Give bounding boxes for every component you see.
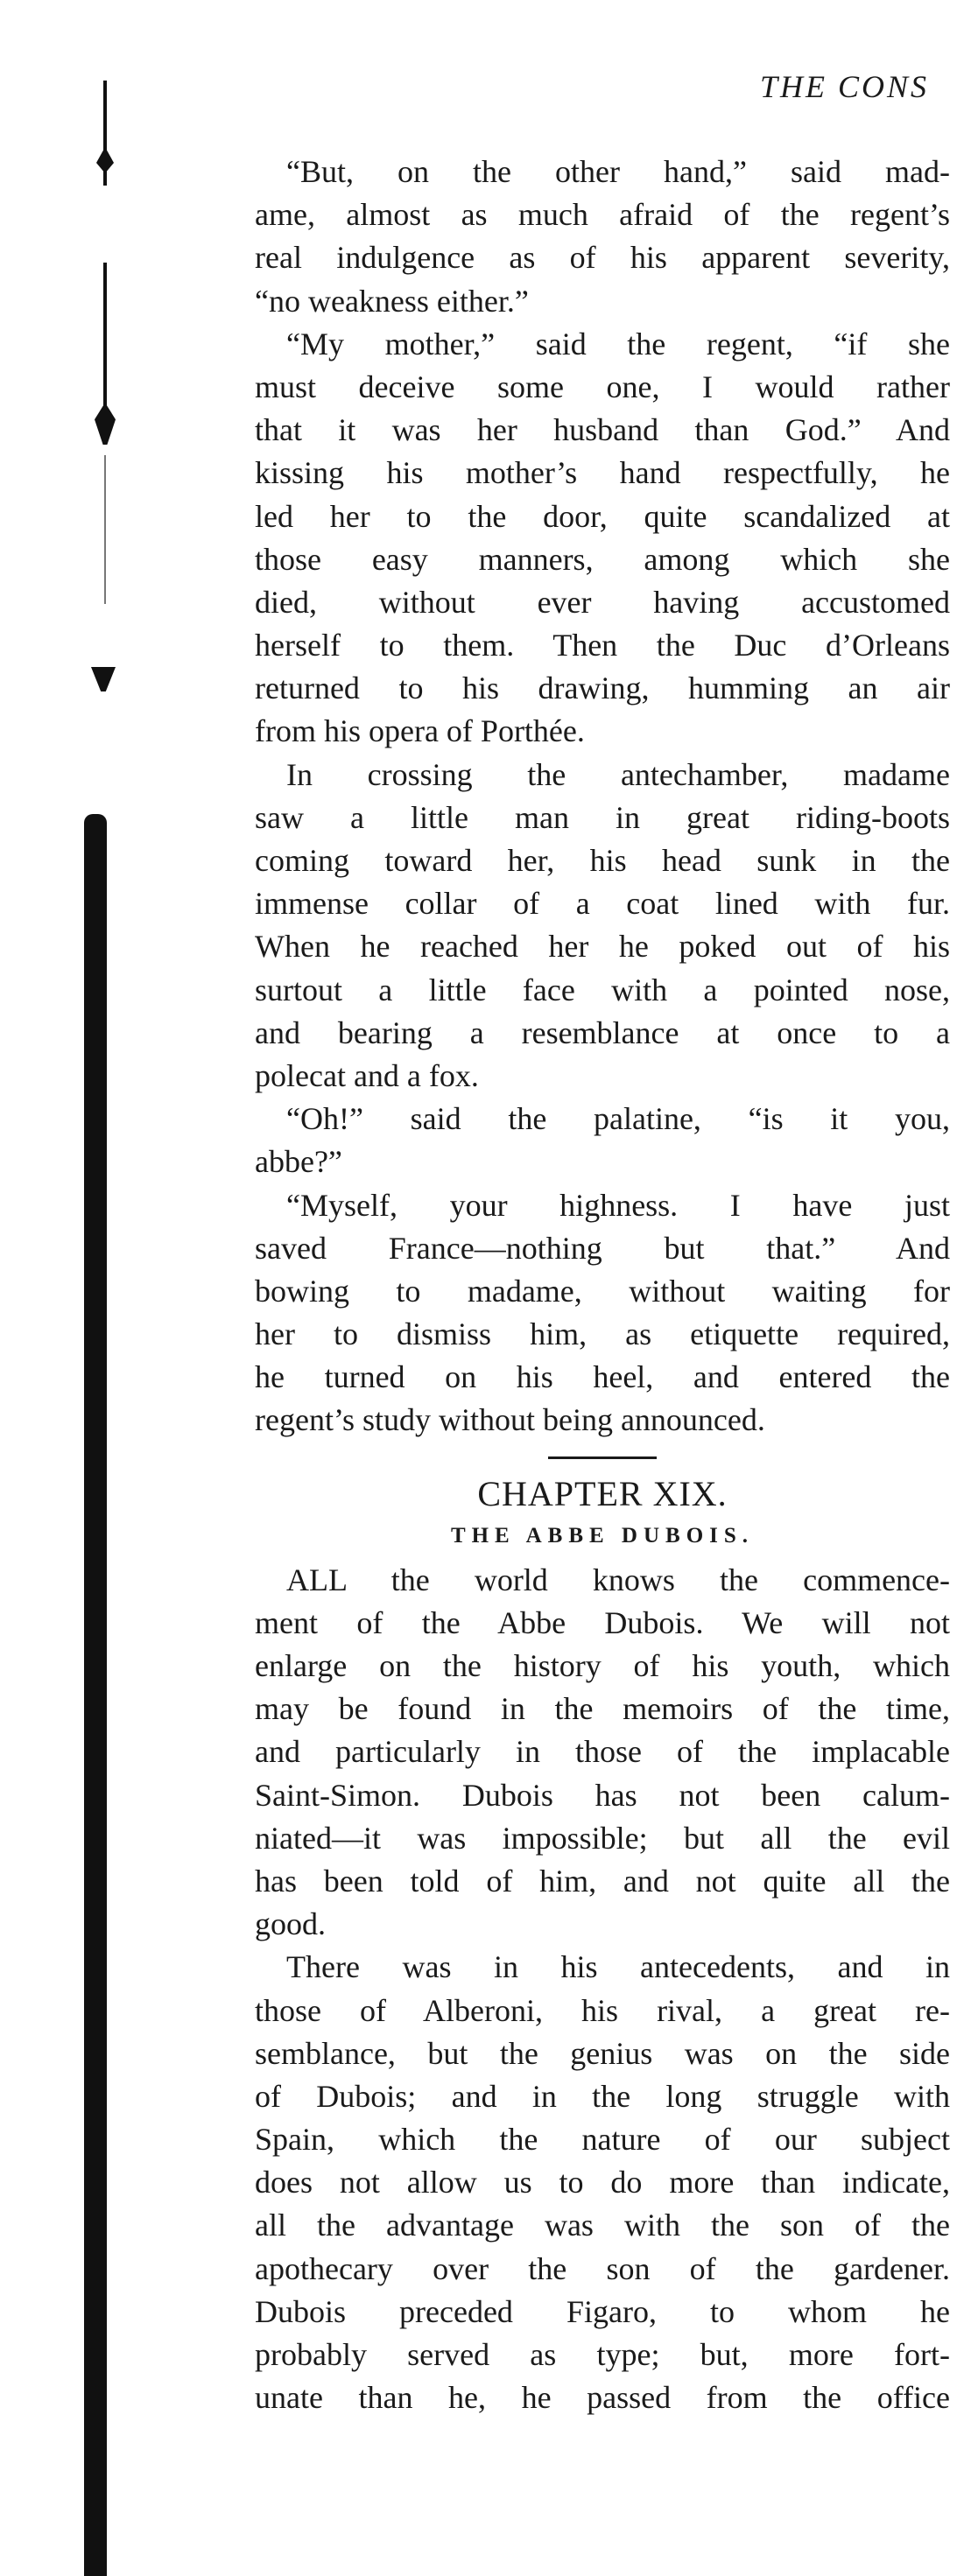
text-line: he turned on his heel, and entered the	[255, 1359, 950, 1395]
text-line: good.	[255, 1906, 326, 1942]
text-line: may be found in the memoirs of the time,	[255, 1691, 950, 1727]
text-line: all the advantage was with the son of the	[255, 2207, 950, 2243]
text-line: niated—it was impossible; but all the evil	[255, 1820, 950, 1856]
running-head: THE CONS	[760, 69, 930, 104]
binding-arrow-3	[91, 667, 116, 691]
text-line: “But, on the other hand,” said mad-	[286, 154, 950, 189]
text-line: immense collar of a coat lined with fur.	[255, 886, 950, 922]
text-column	[255, 151, 950, 2419]
paragraphs-top	[255, 151, 950, 1442]
text-line: “Oh!” said the palatine, “is it you,	[286, 1101, 950, 1137]
paragraphs-bottom	[255, 1559, 950, 2420]
text-line: those of Alberoni, his rival, a great re-	[255, 1992, 950, 2028]
paragraph	[255, 1184, 950, 1442]
text-line: those easy manners, among which she	[255, 541, 950, 577]
binding-mark-3	[104, 455, 106, 604]
text-line: bowing to madame, without waiting for	[255, 1273, 950, 1309]
text-line: Dubois preceded Figaro, to whom he	[255, 2293, 950, 2329]
binding-mark-2	[103, 263, 107, 420]
text-line: led her to the door, quite scandalized at	[255, 498, 950, 534]
text-line: and particularly in those of the implacable	[255, 1734, 950, 1770]
text-line: semblance, but the genius was on the side	[255, 2035, 950, 2071]
binding-arrow-1	[96, 147, 114, 173]
chapter-title: CHAPTER XIX.	[477, 1473, 728, 1513]
text-line: must deceive some one, I would rather	[255, 369, 950, 404]
section-divider	[548, 1456, 657, 1459]
text-line: “Myself, your highness. I have just	[286, 1187, 950, 1223]
text-line: has been told of him, and not quite all the	[255, 1863, 950, 1899]
text-line: real indulgence as of his apparent severity,	[255, 240, 950, 276]
text-line: of Dubois; and in the long struggle with	[255, 2078, 950, 2114]
text-line: unate than he, he passed from the office	[255, 2380, 950, 2416]
text-line: from his opera of Porthée.	[255, 713, 585, 749]
text-line: ment of the Abbe Dubois. We will not	[255, 1604, 950, 1640]
paragraph	[255, 1098, 950, 1183]
text-line: does not allow us to do more than indicate,	[255, 2165, 950, 2200]
text-line: kissing his mother’s hand respectfully, he	[255, 455, 950, 491]
text-line: her to dismiss him, as etiquette required,	[255, 1316, 950, 1352]
text-line: returned to his drawing, humming an air	[255, 670, 950, 706]
text-line: Spain, which the nature of our subject	[255, 2122, 950, 2158]
text-line: abbe?”	[255, 1144, 342, 1180]
text-line: apothecary over the son of the gardener.	[255, 2250, 950, 2286]
text-line: probably served as type; but, more fort-	[255, 2337, 950, 2372]
text-line: ame, almost as much afraid of the regent’s	[255, 197, 950, 233]
text-line: surtout a little face with a pointed nose,	[255, 972, 950, 1007]
text-line: “no weakness either.”	[255, 283, 529, 319]
text-line: There was in his antecedents, and in	[286, 1949, 950, 1985]
text-line: “My mother,” said the regent, “if she	[286, 326, 950, 361]
binding-bar	[84, 814, 107, 2576]
text-line: Saint-Simon. Dubois has not been calum-	[255, 1777, 950, 1813]
text-line: When he reached her he poked out of his	[255, 929, 950, 965]
chapter-subtitle: THE ABBE DUBOIS.	[450, 1523, 755, 1548]
paragraph	[255, 151, 950, 323]
text-line: herself to them. Then the Duc d’Orleans	[255, 628, 950, 663]
text-line: coming toward her, his head sunk in the	[255, 843, 950, 878]
paragraph	[255, 1946, 950, 2419]
text-line: ALL the world knows the commence-	[286, 1562, 950, 1597]
text-line: saw a little man in great riding-boots	[255, 799, 950, 835]
text-line: enlarge on the history of his youth, which	[255, 1648, 950, 1683]
text-line: and bearing a resemblance at once to a	[255, 1014, 950, 1050]
text-line: died, without ever having accustomed	[255, 584, 950, 620]
text-line: regent’s study without being announced.	[255, 1402, 765, 1438]
paragraph	[255, 1559, 950, 1947]
text-line: polecat and a fox.	[255, 1057, 479, 1093]
text-line: In crossing the antechamber, madame	[286, 756, 950, 792]
paragraph	[255, 323, 950, 754]
text-line: saved France—nothing but that.” And	[255, 1230, 950, 1266]
binding-arrow-2	[95, 403, 116, 445]
paragraph	[255, 754, 950, 1098]
text-line: that it was her husband than God.” And	[255, 412, 950, 448]
